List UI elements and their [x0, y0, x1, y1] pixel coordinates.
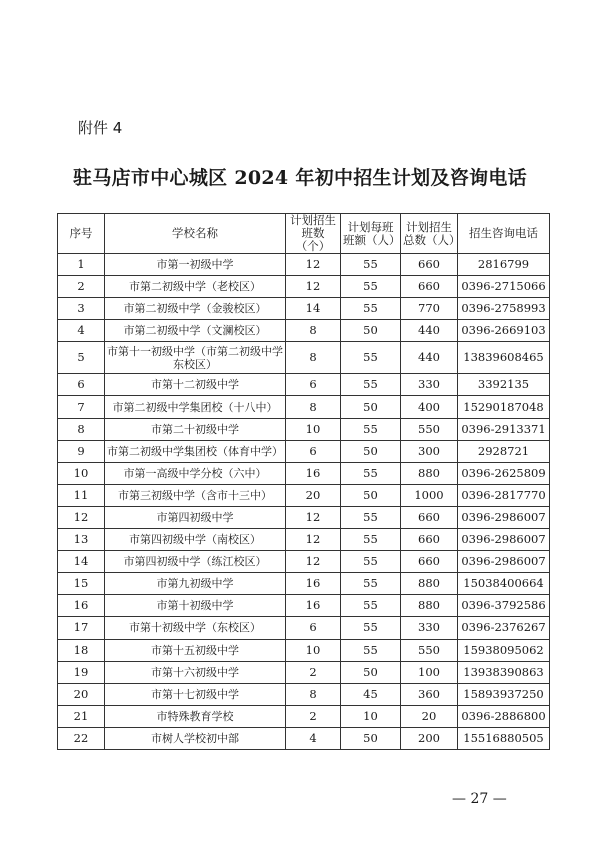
cell-no: 17 — [58, 617, 105, 639]
cell-classes: 8 — [286, 396, 341, 418]
cell-school-name: 市第二初级中学集团校（体育中学） — [105, 440, 286, 462]
header-phone: 招生咨询电话 — [458, 214, 550, 254]
table-row — [58, 320, 550, 342]
cell-phone: 2928721 — [458, 440, 550, 462]
cell-quota: 50 — [341, 440, 401, 462]
cell-quota: 50 — [341, 484, 401, 506]
table-row — [58, 506, 550, 528]
cell-phone: 0396-2986007 — [458, 551, 550, 573]
cell-school-name: 市第十初级中学 — [105, 595, 286, 617]
cell-total: 440 — [401, 320, 458, 342]
cell-phone: 0396-2625809 — [458, 462, 550, 484]
cell-phone: 15893937250 — [458, 683, 550, 705]
cell-classes: 4 — [286, 727, 341, 749]
cell-classes: 6 — [286, 617, 341, 639]
cell-total: 550 — [401, 639, 458, 661]
header-no: 序号 — [58, 214, 105, 254]
cell-no: 1 — [58, 254, 105, 276]
cell-classes: 6 — [286, 440, 341, 462]
cell-total: 660 — [401, 551, 458, 573]
cell-phone: 0396-2817770 — [458, 484, 550, 506]
cell-phone: 15516880505 — [458, 727, 550, 749]
table-row — [58, 484, 550, 506]
cell-classes: 10 — [286, 639, 341, 661]
cell-no: 3 — [58, 298, 105, 320]
cell-phone: 13839608465 — [458, 342, 550, 374]
table-row — [58, 440, 550, 462]
cell-no: 4 — [58, 320, 105, 342]
cell-total: 360 — [401, 683, 458, 705]
cell-classes: 16 — [286, 573, 341, 595]
cell-no: 14 — [58, 551, 105, 573]
header-classes: 计划招生班数（个） — [286, 214, 341, 254]
cell-quota: 50 — [341, 396, 401, 418]
table-row — [58, 462, 550, 484]
cell-no: 11 — [58, 484, 105, 506]
cell-quota: 55 — [341, 254, 401, 276]
cell-school-name: 市第四初级中学（南校区） — [105, 529, 286, 551]
cell-quota: 55 — [341, 418, 401, 440]
cell-school-name: 市特殊教育学校 — [105, 705, 286, 727]
cell-total: 20 — [401, 705, 458, 727]
cell-phone: 0396-2986007 — [458, 529, 550, 551]
cell-classes: 8 — [286, 320, 341, 342]
cell-no: 16 — [58, 595, 105, 617]
cell-school-name: 市第四初级中学 — [105, 506, 286, 528]
cell-no: 2 — [58, 276, 105, 298]
cell-quota: 55 — [341, 342, 401, 374]
cell-school-name: 市第十二初级中学 — [105, 374, 286, 396]
cell-phone: 0396-3792586 — [458, 595, 550, 617]
cell-no: 13 — [58, 529, 105, 551]
table-row — [58, 573, 550, 595]
header-school-name: 学校名称 — [105, 214, 286, 254]
cell-school-name: 市第十五初级中学 — [105, 639, 286, 661]
cell-classes: 12 — [286, 551, 341, 573]
cell-school-name: 市第二十初级中学 — [105, 418, 286, 440]
cell-quota: 50 — [341, 727, 401, 749]
cell-classes: 10 — [286, 418, 341, 440]
cell-total: 880 — [401, 462, 458, 484]
table-row — [58, 276, 550, 298]
cell-quota: 55 — [341, 506, 401, 528]
cell-school-name: 市第十初级中学（东校区） — [105, 617, 286, 639]
cell-phone: 13938390863 — [458, 661, 550, 683]
cell-school-name: 市树人学校初中部 — [105, 727, 286, 749]
cell-quota: 55 — [341, 573, 401, 595]
cell-no: 19 — [58, 661, 105, 683]
table-header-row — [58, 214, 550, 254]
cell-quota: 55 — [341, 298, 401, 320]
cell-school-name: 市第二初级中学集团校（十八中） — [105, 396, 286, 418]
cell-school-name: 市第十一初级中学（市第二初级中学东校区） — [105, 342, 286, 374]
cell-phone: 0396-2669103 — [458, 320, 550, 342]
cell-school-name: 市第四初级中学（练江校区） — [105, 551, 286, 573]
table-row — [58, 639, 550, 661]
cell-total: 880 — [401, 595, 458, 617]
cell-no: 9 — [58, 440, 105, 462]
cell-classes: 16 — [286, 595, 341, 617]
cell-quota: 10 — [341, 705, 401, 727]
cell-phone: 0396-2758993 — [458, 298, 550, 320]
cell-school-name: 市第二初级中学（金骏校区） — [105, 298, 286, 320]
cell-quota: 50 — [341, 661, 401, 683]
cell-classes: 12 — [286, 506, 341, 528]
cell-total: 660 — [401, 276, 458, 298]
cell-total: 300 — [401, 440, 458, 462]
cell-classes: 2 — [286, 661, 341, 683]
cell-school-name: 市第一初级中学 — [105, 254, 286, 276]
cell-quota: 55 — [341, 595, 401, 617]
cell-phone: 0396-2376267 — [458, 617, 550, 639]
cell-school-name: 市第九初级中学 — [105, 573, 286, 595]
cell-total: 1000 — [401, 484, 458, 506]
enrollment-plan-table — [57, 213, 550, 750]
cell-phone: 2816799 — [458, 254, 550, 276]
cell-total: 770 — [401, 298, 458, 320]
table-row — [58, 254, 550, 276]
cell-no: 18 — [58, 639, 105, 661]
cell-total: 200 — [401, 727, 458, 749]
cell-phone: 0396-2886800 — [458, 705, 550, 727]
table-row — [58, 551, 550, 573]
cell-classes: 8 — [286, 342, 341, 374]
table-row — [58, 298, 550, 320]
cell-total: 330 — [401, 374, 458, 396]
cell-quota: 45 — [341, 683, 401, 705]
cell-phone: 3392135 — [458, 374, 550, 396]
cell-total: 330 — [401, 617, 458, 639]
table-row — [58, 705, 550, 727]
cell-school-name: 市第二初级中学（文澜校区） — [105, 320, 286, 342]
cell-phone: 15938095062 — [458, 639, 550, 661]
cell-total: 660 — [401, 254, 458, 276]
cell-quota: 55 — [341, 276, 401, 298]
cell-total: 660 — [401, 529, 458, 551]
cell-total: 400 — [401, 396, 458, 418]
cell-total: 100 — [401, 661, 458, 683]
table-body — [58, 254, 550, 750]
cell-no: 7 — [58, 396, 105, 418]
cell-total: 880 — [401, 573, 458, 595]
cell-no: 15 — [58, 573, 105, 595]
cell-phone: 0396-2986007 — [458, 506, 550, 528]
cell-classes: 16 — [286, 462, 341, 484]
cell-school-name: 市第十七初级中学 — [105, 683, 286, 705]
cell-no: 12 — [58, 506, 105, 528]
cell-total: 660 — [401, 506, 458, 528]
table-row — [58, 396, 550, 418]
cell-quota: 55 — [341, 551, 401, 573]
cell-school-name: 市第三初级中学（含市十三中） — [105, 484, 286, 506]
cell-school-name: 市第二初级中学（老校区） — [105, 276, 286, 298]
cell-classes: 12 — [286, 276, 341, 298]
cell-quota: 55 — [341, 617, 401, 639]
table-row — [58, 342, 550, 374]
cell-no: 8 — [58, 418, 105, 440]
header-total: 计划招生总数（人） — [401, 214, 458, 254]
table-row — [58, 418, 550, 440]
cell-quota: 55 — [341, 639, 401, 661]
cell-classes: 2 — [286, 705, 341, 727]
page-number: — 27 — — [452, 791, 507, 807]
cell-classes: 12 — [286, 529, 341, 551]
table-row — [58, 595, 550, 617]
cell-phone: 0396-2715066 — [458, 276, 550, 298]
cell-no: 10 — [58, 462, 105, 484]
cell-classes: 6 — [286, 374, 341, 396]
cell-school-name: 市第十六初级中学 — [105, 661, 286, 683]
attachment-label: 附件 4 — [78, 119, 123, 137]
document-title: 驻马店市中心城区 2024 年初中招生计划及咨询电话 — [73, 167, 527, 189]
cell-classes: 8 — [286, 683, 341, 705]
table-row — [58, 683, 550, 705]
cell-phone: 0396-2913371 — [458, 418, 550, 440]
cell-classes: 20 — [286, 484, 341, 506]
cell-quota: 55 — [341, 374, 401, 396]
table-row — [58, 661, 550, 683]
cell-quota: 55 — [341, 529, 401, 551]
header-quota: 计划每班班额（人） — [341, 214, 401, 254]
cell-no: 5 — [58, 342, 105, 374]
cell-quota: 50 — [341, 320, 401, 342]
cell-no: 22 — [58, 727, 105, 749]
table-row — [58, 617, 550, 639]
cell-phone: 15038400664 — [458, 573, 550, 595]
table-row — [58, 374, 550, 396]
cell-phone: 15290187048 — [458, 396, 550, 418]
cell-total: 550 — [401, 418, 458, 440]
cell-no: 20 — [58, 683, 105, 705]
cell-classes: 14 — [286, 298, 341, 320]
cell-school-name: 市第一高级中学分校（六中） — [105, 462, 286, 484]
cell-quota: 55 — [341, 462, 401, 484]
cell-no: 21 — [58, 705, 105, 727]
table-row — [58, 529, 550, 551]
cell-classes: 12 — [286, 254, 341, 276]
cell-no: 6 — [58, 374, 105, 396]
table-row — [58, 727, 550, 749]
cell-total: 440 — [401, 342, 458, 374]
